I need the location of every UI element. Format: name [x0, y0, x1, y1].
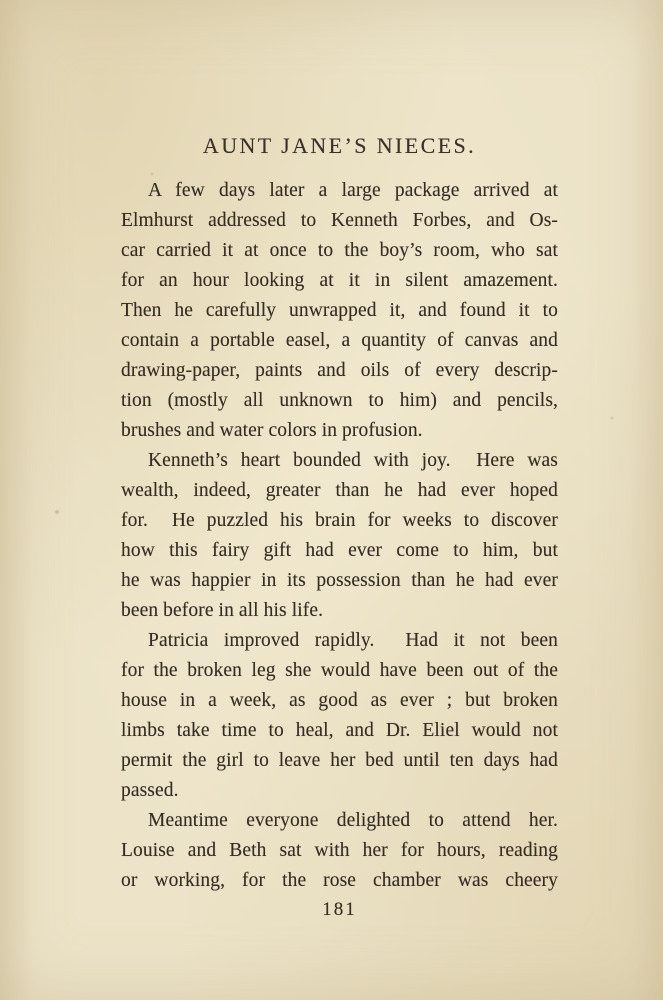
text-line: he was happier in its possession than he had ever [121, 570, 558, 591]
text-block [121, 133, 558, 921]
text-line: A few days later a large package arrived at [148, 180, 558, 201]
text-line: tion (mostly all unknown to him) and pencils, [121, 390, 558, 411]
text-line: car carried it at once to the boy’s room, who sat [121, 240, 558, 261]
page-number: 181 [322, 899, 357, 920]
text-line: Patricia improved rapidly. Had it not been [148, 630, 558, 651]
text-line: for the broken leg she would have been out of the [121, 660, 558, 681]
paragraph-4 [121, 806, 558, 896]
text-line: Then he carefully unwrapped it, and found it to [121, 300, 558, 321]
text-line: limbs take time to heal, and Dr. Eliel would not [121, 720, 558, 741]
text-line: Kenneth’s heart bounded with joy. Here was [148, 450, 558, 471]
text-line: Meantime everyone delighted to attend her. [148, 810, 558, 831]
text-line: brushes and water colors in profusion. [121, 420, 423, 441]
text-line: or working, for the rose chamber was cheery [121, 870, 558, 891]
text-line: permit the girl to leave her bed until ten days had [121, 750, 558, 771]
text-line: house in a week, as good as ever ; but broken [121, 690, 558, 711]
text-line: for. He puzzled his brain for weeks to discover [121, 510, 558, 531]
text-line: contain a portable easel, a quantity of canvas and [121, 330, 558, 351]
text-line: passed. [121, 780, 179, 801]
paragraph-3 [121, 626, 558, 806]
text-line: wealth, indeed, greater than he had ever hoped [121, 480, 558, 501]
paragraph-2 [121, 446, 558, 626]
text-line: drawing-paper, paints and oils of every descrip- [121, 360, 558, 381]
text-line: been before in all his life. [121, 600, 324, 621]
text-line: Elmhurst addressed to Kenneth Forbes, and Os- [121, 210, 558, 231]
text-line: for an hour looking at it in silent amazement. [121, 270, 558, 291]
text-line: Louise and Beth sat with her for hours, reading [121, 840, 558, 861]
paragraph-1 [121, 176, 558, 446]
running-header: AUNT JANE’S NIECES. [202, 133, 477, 158]
text-line: how this fairy gift had ever come to him, but [121, 540, 558, 561]
